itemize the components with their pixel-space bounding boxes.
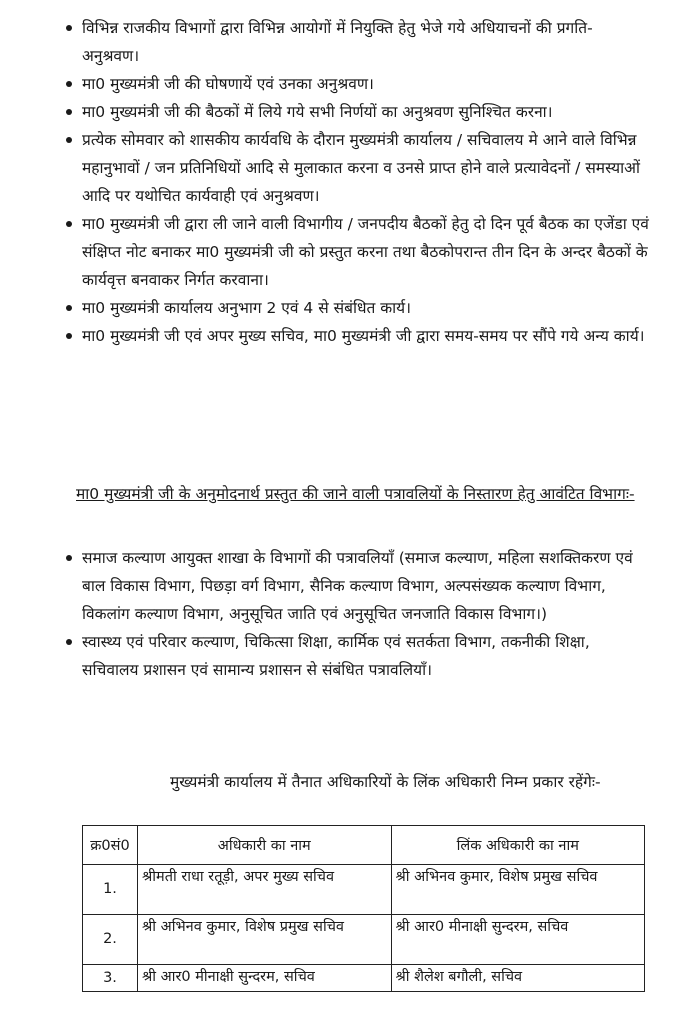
bullet-icon [66,639,72,645]
link-officers-table [82,825,645,992]
table-cell: श्री आर0 मीनाक्षी सुन्दरम, सचिव [138,965,392,992]
bullet-icon [66,555,72,561]
list-item: मा0 मुख्यमंत्री कार्यालय अनुभाग 2 एवं 4 से संबंधित कार्य। [64,294,649,322]
table-cell: श्री अभिनव कुमार, विशेष प्रमुख सचिव [391,865,645,915]
column-header: अधिकारी का नाम [138,826,392,865]
table-cell: 3. [83,965,138,992]
bullet-icon [66,81,72,87]
duties-list [64,14,649,350]
table-cell: 2. [83,915,138,965]
list-item: मा0 मुख्यमंत्री जी की बैठकों में लिये गये सभी निर्णयों का अनुश्रवण सुनिश्चित करना। [64,98,649,126]
table-cell: श्रीमती राधा रतूड़ी, अपर मुख्य सचिव [138,865,392,915]
column-header: लिंक अधिकारी का नाम [391,826,645,865]
table-cell: श्री अभिनव कुमार, विशेष प्रमुख सचिव [138,915,392,965]
bullet-icon [66,333,72,339]
table-cell: 1. [83,865,138,915]
bullet-icon [66,25,72,31]
departments-list [64,544,639,684]
column-header: क्र0सं0 [83,826,138,865]
table-row [83,865,645,915]
table-row [83,965,645,992]
table-cell: श्री आर0 मीनाक्षी सुन्दरम, सचिव [391,915,645,965]
bullet-icon [66,221,72,227]
bullet-icon [66,109,72,115]
list-item: स्वास्थ्य एवं परिवार कल्याण, चिकित्सा शिक्षा, कार्मिक एवं सतर्कता विभाग, तकनीकी शिक्षा, सचिवालय प्रशासन एवं सामान्य प्रशासन से संबंधित पत्रावलियाँ। [64,628,639,684]
table-row [83,915,645,965]
list-item: मा0 मुख्यमंत्री जी एवं अपर मुख्य सचिव, मा0 मुख्यमंत्री जी द्वारा समय-समय पर सौंपे गये अन्य कार्य। [64,322,649,350]
table-header-row [83,826,645,865]
list-item: मा0 मुख्यमंत्री जी द्वारा ली जाने वाली विभागीय / जनपदीय बैठकों हेतु दो दिन पूर्व बैठक का एजेंडा एवं संक्षिप्त नोट बनाकर मा0 मुख्यमंत्री जी को प्रस्तुत करना तथा बैठकोपरान्त तीन दिन के अन्दर बैठकों के कार्यवृत्त बनवाकर निर्गत करवाना। [64,210,649,294]
link-officers-heading: मुख्यमंत्री कार्यालय में तैनात अधिकारियों के लिंक अधिकारी निम्न प्रकार रहेंगेः- [170,773,601,791]
table-cell: श्री शैलेश बगौली, सचिव [391,965,645,992]
list-item: विभिन्न राजकीय विभागों द्वारा विभिन्न आयोगों में नियुक्ति हेतु भेजे गये अधियाचनों की प्रगति-अनुश्रवण। [64,14,649,70]
section-heading: मा0 मुख्यमंत्री जी के अनुमोदनार्थ प्रस्तुत की जाने वाली पत्रावलियों के निस्तारण हेतु आवंटित विभागः- [76,485,635,503]
list-item: मा0 मुख्यमंत्री जी की घोषणायें एवं उनका अनुश्रवण। [64,70,649,98]
bullet-icon [66,305,72,311]
list-item: प्रत्येक सोमवार को शासकीय कार्यवधि के दौरान मुख्यमंत्री कार्यालय / सचिवालय मे आने वाले विभिन्न महानुभावों / जन प्रतिनिधियों आदि से मुलाकात करना व उनसे प्राप्त होने वाले प्रत्यावेदनों / समस्याओं आदि पर यथोचित कार्यवाही एवं अनुश्रवण। [64,126,649,210]
bullet-icon [66,137,72,143]
list-item: समाज कल्याण आयुक्त शाखा के विभागों की पत्रावलियाँ (समाज कल्याण, महिला सशक्तिकरण एवं बाल विकास विभाग, पिछड़ा वर्ग विभाग, सैनिक कल्याण विभाग, अल्पसंख्यक कल्याण विभाग, विकलांग कल्याण विभाग, अनुसूचित जाति एवं अनुसूचित जनजाति विकास विभाग।) [64,544,639,628]
